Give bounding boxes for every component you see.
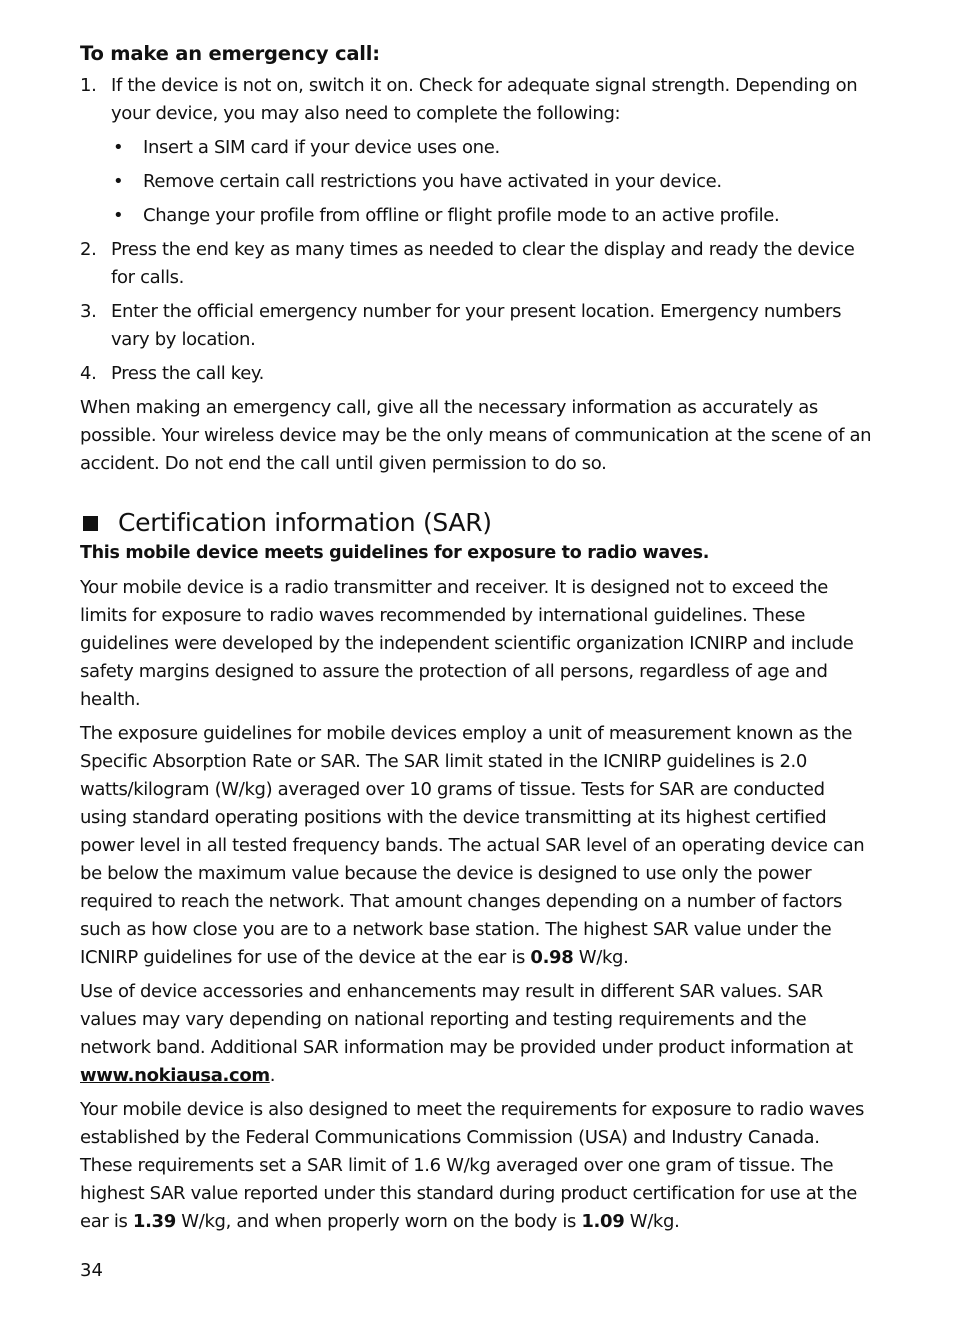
page-content — [80, 40, 874, 1242]
requirement-bullets — [111, 134, 874, 230]
sar-unit: W/kg. — [629, 1211, 680, 1232]
list-item — [111, 134, 874, 162]
list-item — [111, 168, 874, 196]
sar-paragraph-4-mid: W/kg, and when properly worn on the body is — [181, 1211, 576, 1232]
sar-paragraph-2-text: The exposure guidelines for mobile devices employ a unit of measurement known as the Specific Absorption Rate or SAR. The SAR limit stated in the ICNIRP guidelines is 2.0 watts/kilogram (W/kg) averaged over 10 grams of tissue. Tests for SAR are conducted using standard operating positions with the device transmitting at its highest certified power level in all tested frequency bands. The actual SAR level of an operating device can be below the maximum value because the device is designed to use only the power required to reach the network. That amount changes depending on a number of factors such as how close you are to a network base station. The highest SAR value under the ICNIRP guidelines for use of the device at the ear is — [80, 723, 865, 968]
bullet-text: Insert a SIM card if your device uses one. — [143, 137, 500, 158]
sar-paragraph-4-text: Your mobile device is also designed to meet the requirements for exposure to radio waves established by the Federal Communications Commission (USA) and Industry Canada. These requirements set a SAR limit of 1.6 W/kg averaged over one gram of tissue. The highest SAR value reported under this standard during product certification for use at the ear is — [80, 1099, 864, 1232]
step-number: 4. — [80, 363, 97, 384]
bullet-icon: • — [113, 205, 124, 226]
bullet-text: Remove certain call restrictions you have activated in your device. — [143, 171, 722, 192]
sar-ear-icnirp-value: 0.98 — [530, 947, 574, 968]
sar-unit: W/kg. — [578, 947, 629, 968]
sar-ear-fcc-value: 1.39 — [132, 1211, 176, 1232]
sar-paragraph-2 — [80, 720, 874, 972]
sar-body-value: 1.09 — [581, 1211, 625, 1232]
section-title-text: Certification information (SAR) — [118, 508, 492, 537]
sar-paragraph-4 — [80, 1096, 874, 1236]
nokia-website-link[interactable]: www.nokiausa.com — [80, 1065, 270, 1086]
section-heading-sar — [80, 508, 874, 538]
sar-paragraph-3-text: Use of device accessories and enhancements may result in different SAR values. SAR values may vary depending on national reporting and testing requirements and the network band. Additional SAR information may be provided under product information at — [80, 981, 853, 1058]
sar-paragraph-3 — [80, 978, 874, 1090]
step-number: 2. — [80, 239, 97, 260]
list-item — [80, 360, 874, 388]
emergency-heading: To make an emergency call: — [80, 42, 380, 65]
list-item — [80, 298, 874, 354]
list-item — [80, 236, 874, 292]
list-item — [111, 202, 874, 230]
bullet-icon: • — [113, 171, 124, 192]
list-item — [80, 72, 874, 230]
page-number: 34 — [80, 1260, 103, 1281]
sar-paragraph-1: Your mobile device is a radio transmitter and receiver. It is designed not to exceed the limits for exposure to radio waves recommended by international guidelines. These guidelines were developed by the independent scientific organization ICNIRP and include safety margins designed to assure the protection of all persons, regardless of age and health. — [80, 577, 854, 710]
step-text: If the device is not on, switch it on. Check for adequate signal strength. Depending on your device, you may also need to complete the following: — [111, 75, 858, 124]
emergency-steps — [80, 72, 874, 388]
step-text: Press the end key as many times as needed to clear the display and ready the device for calls. — [111, 239, 855, 288]
step-number: 3. — [80, 301, 97, 322]
step-number: 1. — [80, 75, 97, 96]
bullet-text: Change your profile from offline or flight profile mode to an active profile. — [143, 205, 780, 226]
emergency-closing: When making an emergency call, give all the necessary information as accurately as possible. Your wireless device may be the only means of communication at the scene of an accident. Do not end the call until given permission to do so. — [80, 397, 872, 474]
sar-lead: This mobile device meets guidelines for exposure to radio waves. — [80, 543, 710, 563]
step-text: Press the call key. — [111, 363, 265, 384]
bullet-icon: • — [113, 137, 124, 158]
square-bullet-icon — [83, 516, 98, 531]
step-text: Enter the official emergency number for your present location. Emergency numbers vary by location. — [111, 301, 842, 350]
sar-paragraph-3-end: . — [269, 1065, 276, 1086]
